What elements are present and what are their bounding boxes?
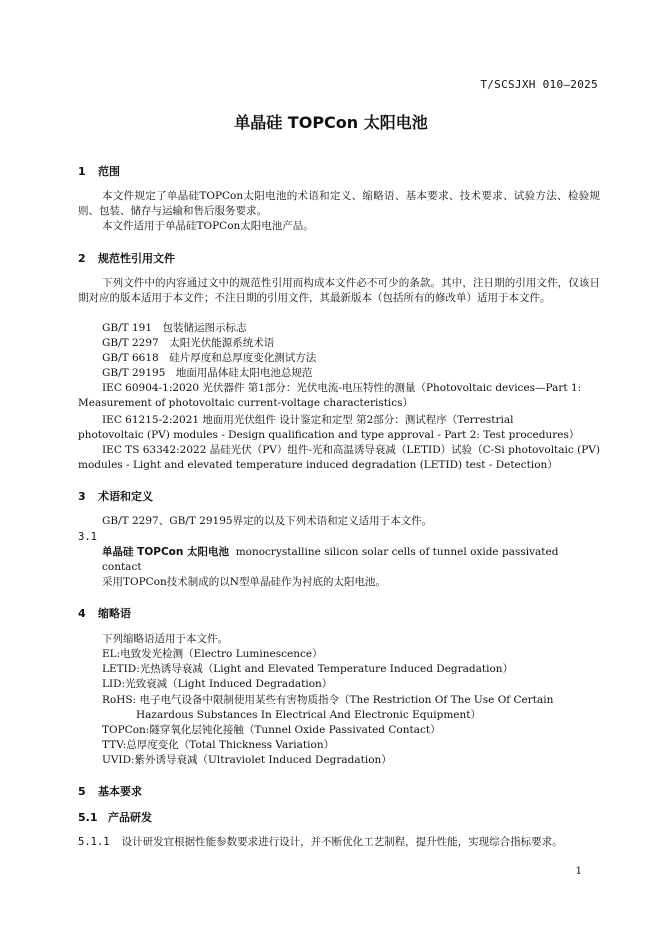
abbreviation-item: UVID:紫外诱导衰减（Ultraviolet Induced Degradation）: [102, 754, 392, 766]
section-2-heading: [78, 250, 175, 266]
section-title: 缩略语: [98, 607, 131, 620]
section-1-heading: [78, 163, 120, 179]
term-definition: 采用TOPCon技术制成的以N型单晶硅作为衬底的太阳电池。: [102, 576, 386, 588]
scope-paragraph-2: 本文件适用于单晶硅TOPCon太阳电池产品。: [102, 220, 314, 232]
term-name-en: monocrystalline silicon solar cells of tunnel oxide passivated contact: [102, 546, 559, 573]
terms-intro: GB/T 2297、GB/T 29195界定的以及下列术语和定义适用于本文件。: [102, 515, 433, 527]
section-title: 范围: [98, 165, 120, 178]
page-number: 1: [575, 866, 582, 877]
subsection-5-1-heading: [78, 809, 152, 825]
section-3-heading: [78, 488, 153, 504]
scope-paragraph-1: 本文件规定了单晶硅TOPCon太阳电池的术语和定义、缩略语、基本要求、技术要求、试验方法、检验规则、包装、储存与运输和售后服务要求。: [78, 190, 600, 217]
reference-item: GB/T 191 包装储运图示标志: [102, 322, 247, 334]
reference-item: IEC 61215-2:2021 地面用光伏组件 设计鉴定和定型 第2部分：测试程序（Terrestrial: [102, 414, 514, 426]
reference-item-cont: Measurement of photovoltaic current-voltage characteristics）: [78, 397, 414, 409]
term-number: 3.1: [78, 531, 97, 543]
term-entry: [102, 545, 600, 575]
section-number: 3: [78, 490, 86, 503]
reference-item-cont: modules - Light and elevated temperature induced degradation (LETID) test - Detection）: [78, 459, 558, 471]
abbreviations-intro: 下列缩略语适用于本文件。: [102, 633, 228, 645]
reference-item: GB/T 2297 太阳光伏能源系统术语: [102, 337, 275, 349]
document-title: 单晶硅 TOPCon 太阳电池: [234, 113, 428, 132]
section-4-heading: [78, 605, 131, 621]
clause-number: 5.1.1: [78, 836, 110, 848]
section-number: 2: [78, 252, 86, 265]
section-number: 4: [78, 607, 86, 620]
normative-intro: 下列文件中的内容通过文中的规范性引用而构成本文件必不可少的条款。其中，注日期的引用文件，仅该日期对应的版本适用于本文件；不注日期的引用文件，其最新版本（包括所有的修改单）适用于本文件。: [78, 277, 600, 304]
term-name-cn: 单晶硅 TOPCon 太阳电池: [102, 546, 229, 558]
reference-item: IEC TS 63342:2022 晶硅光伏（PV）组件-光和高温诱导衰减（LETID）试验（C-Si photovoltaic (PV): [102, 444, 600, 456]
section-number: 1: [78, 165, 86, 178]
abbreviation-item: EL:电致发光检测（Electro Luminescence）: [102, 648, 323, 660]
reference-item: IEC 60904-1:2020 光伏器件 第1部分：光伏电流-电压特性的测量（Photovoltaic devices—Part 1:: [102, 382, 582, 394]
section-title: 术语和定义: [98, 490, 153, 503]
clause-5-1-1: [78, 834, 608, 849]
abbreviation-item: TTV:总厚度变化（Total Thickness Variation）: [102, 739, 335, 751]
subsection-number: 5.1: [78, 811, 98, 824]
section-title: 规范性引用文件: [98, 252, 175, 265]
section-title: 基本要求: [98, 785, 142, 798]
section-number: 5: [78, 785, 86, 798]
clause-text: 设计研发宜根据性能参数要求进行设计，并不断优化工艺制程，提升性能，实现综合指标要求。: [121, 836, 563, 848]
standard-code: T/SCSJXH 010—2025: [480, 78, 598, 91]
abbreviation-item: LETID:光热诱导衰减（Light and Elevated Temperature Induced Degradation）: [102, 663, 514, 675]
subsection-title: 产品研发: [108, 811, 152, 824]
abbreviation-item: LID:光致衰减（Light Induced Degradation）: [102, 678, 333, 690]
abbreviation-item: TOPCon:隧穿氧化层钝化接触（Tunnel Oxide Passivated Contact）: [102, 724, 441, 736]
section-5-heading: [78, 783, 142, 799]
reference-item-cont: photovoltaic (PV) modules - Design qualification and type approval - Part 2: Test procedures）: [78, 429, 580, 441]
reference-item: GB/T 29195 地面用晶体硅太阳电池总规范: [102, 367, 313, 379]
abbreviation-item: RoHS: 电子电气设备中限制使用某些有害物质指令（The Restriction Of The Use Of Certain Hazardous Substances In Electrical And Electronic Equipment）: [102, 694, 554, 721]
reference-item: GB/T 6618 硅片厚度和总厚度变化测试方法: [102, 352, 317, 364]
